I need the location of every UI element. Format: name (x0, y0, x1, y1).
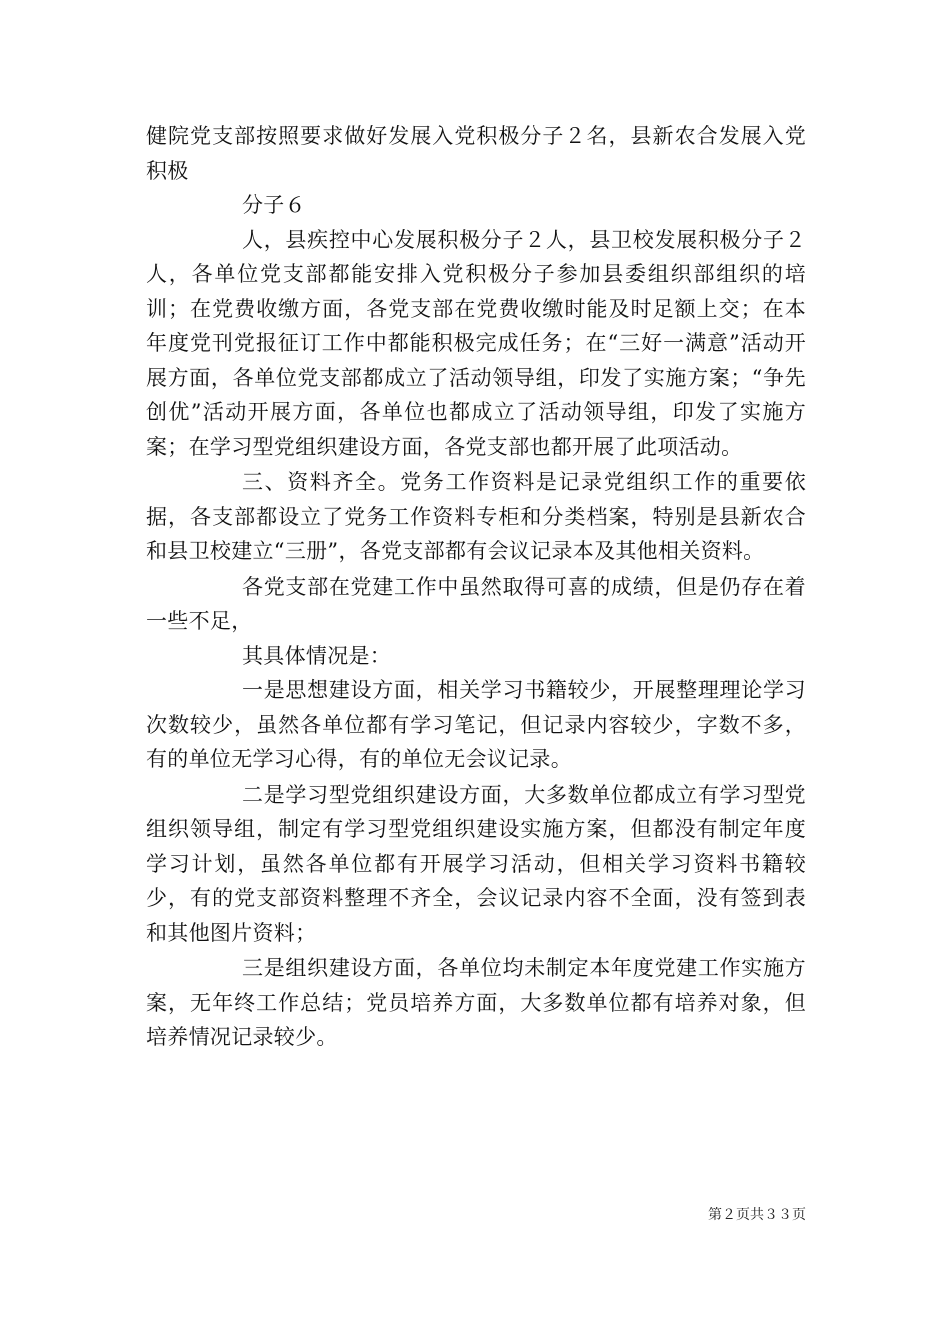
paragraph-details-intro: 其具体情况是： (242, 643, 392, 668)
paragraph-fragment: 分子６ (242, 193, 306, 217)
paragraph-point-one: 一是思想建设方面，相关学习书籍较少，开展整理理论学习次数较少，虽然各单位都有学习笔记，但记录内容较少，字数不多，有的单位无学习心得，有的单位无会议记录。 (146, 678, 806, 771)
paragraph-section-three: 三、资料齐全。党务工作资料是记录党组织工作的重要依据，各支部都设立了党务工作资料专柜和分类档案，特别是县新农合和县卫校建立“三册”，各党支部都有会议记录本及其他相关资料。 (146, 470, 806, 563)
paragraph-shortcomings: 各党支部在党建工作中虽然取得可喜的成绩，但是仍存在着一些不足， (146, 574, 806, 633)
paragraph-point-two: 二是学习型党组织建设方面，大多数单位都成立有学习型党组织领导组，制定有学习型党组织建设实施方案，但都没有制定年度学习计划，虽然各单位都有开展学习活动，但相关学习资料书籍较少，有的党支部资料整理不齐全，会议记录内容不全面，没有签到表和其他图片资料； (146, 782, 806, 945)
paragraph-party-work: 人，县疾控中心发展积极分子２人，县卫校发展积极分子２人，各单位党支部都能安排入党积极分子参加县委组织部组织的培训；在党费收缴方面，各党支部在党费收缴时能及时足额上交；在本年度党刊党报征订工作中都能积极完成任务；在“三好一满意”活动开展方面，各单位党支部都成立了活动领导组，印发了实施方案；“争先创优”活动开展方面，各单位也都成立了活动领导组，印发了实施方案；在学习型党组织建设方面，各党支部也都开展了此项活动。 (146, 227, 806, 459)
document-body (146, 119, 806, 1055)
page-number-footer: 第２页共３３页 (708, 1207, 806, 1223)
paragraph-continuation: 健院党支部按照要求做好发展入党积极分子２名，县新农合发展入党积极 (146, 124, 806, 183)
paragraph-point-three: 三是组织建设方面，各单位均未制定本年度党建工作实施方案，无年终工作总结；党员培养方面，大多数单位都有培养对象，但培养情况记录较少。 (146, 956, 806, 1049)
